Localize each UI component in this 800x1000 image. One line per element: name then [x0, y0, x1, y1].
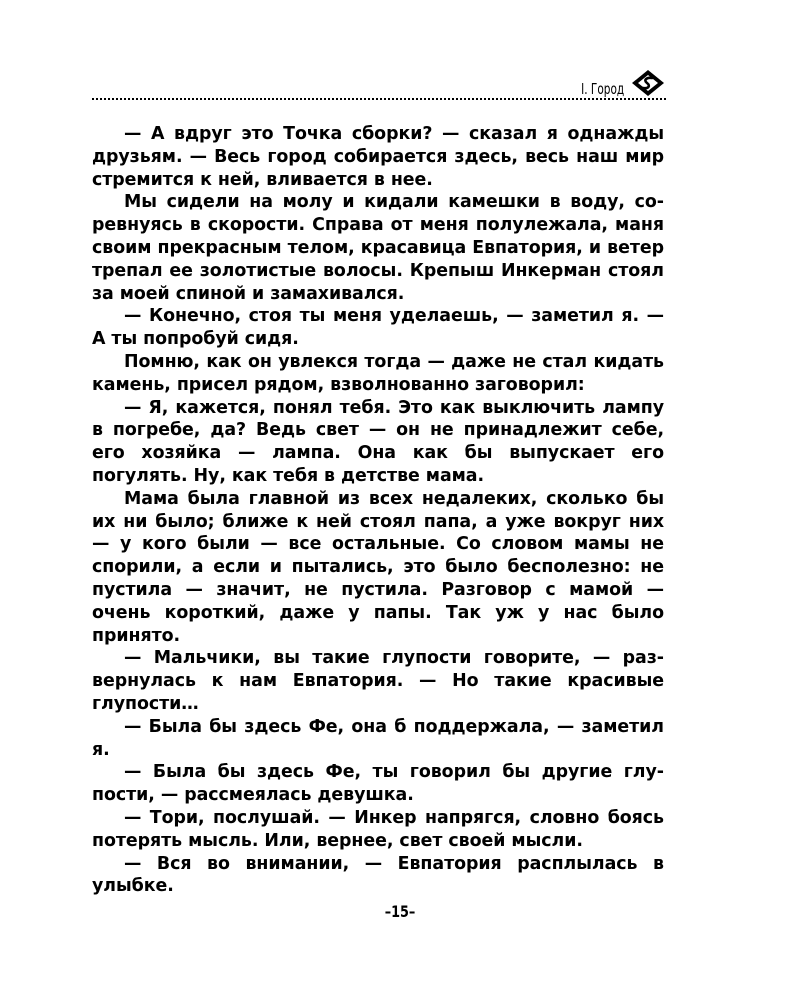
paragraph: — А вдруг это Точка сборки? — сказал я однажды друзьям. — Весь город собирается здесь, весь наш мир стремится к ней, вливается в нее. [92, 124, 664, 190]
body-text [92, 123, 664, 898]
page-number: –15– [384, 902, 416, 921]
emblem-icon [630, 69, 666, 97]
header-rule [92, 98, 666, 100]
running-header [92, 60, 666, 102]
paragraph: — Я, кажется, понял тебя. Это как выключить лампу в погребе, да? Ведь свет — он не принадлежит себе, его хозяйка — лампа. Она как бы выпускает его погулять. Ну, как тебя в детстве мама. [92, 397, 664, 486]
chapter-title: I. Город [580, 80, 624, 98]
paragraph: Мама была главной из всех недалеких, сколько бы их ни было; ближе к ней стоял папа, а уже вокруг них — у кого были — все остальные. Со словом мамы не спорили, а если и пытались, это было бесполезно: не пустила — значит, не пустила. Разговор с мамой — очень короткий, даже у папы. Так уж у нас было принято. [92, 488, 664, 646]
paragraph: — Была бы здесь Фе, она б поддержала, — заметил я. [92, 716, 664, 760]
paragraph: — Мальчики, вы такие глупости говорите, — развернулась к нам Евпатория. — Но такие красивые глупости… [92, 648, 664, 714]
paragraph: Помню, как он увлекся тогда — даже не стал кидать камень, присел рядом, взволнованно заговорил: [92, 351, 664, 395]
paragraph: Мы сидели на молу и кидали камешки в воду, соревнуясь в скорости. Справа от меня полулежала, маня своим прекрасным телом, красавица Евпатория, и ветер трепал ее золотистые волосы. Крепыш Инкерман стоял за моей спиной и замахивался. [92, 192, 664, 304]
paragraph: — Конечно, стоя ты меня уделаешь, — заметил я. — А ты попробуй сидя. [92, 306, 664, 350]
paragraph: — Вся во внимании, — Евпатория расплылась в улыбке. [92, 853, 664, 897]
paragraph: — Тори, послушай. — Инкер напрягся, словно боясь потерять мысль. Или, вернее, свет своей мысли. [92, 807, 664, 851]
paragraph: — Была бы здесь Фе, ты говорил бы другие глупости, — рассмеялась девушка. [92, 762, 664, 806]
